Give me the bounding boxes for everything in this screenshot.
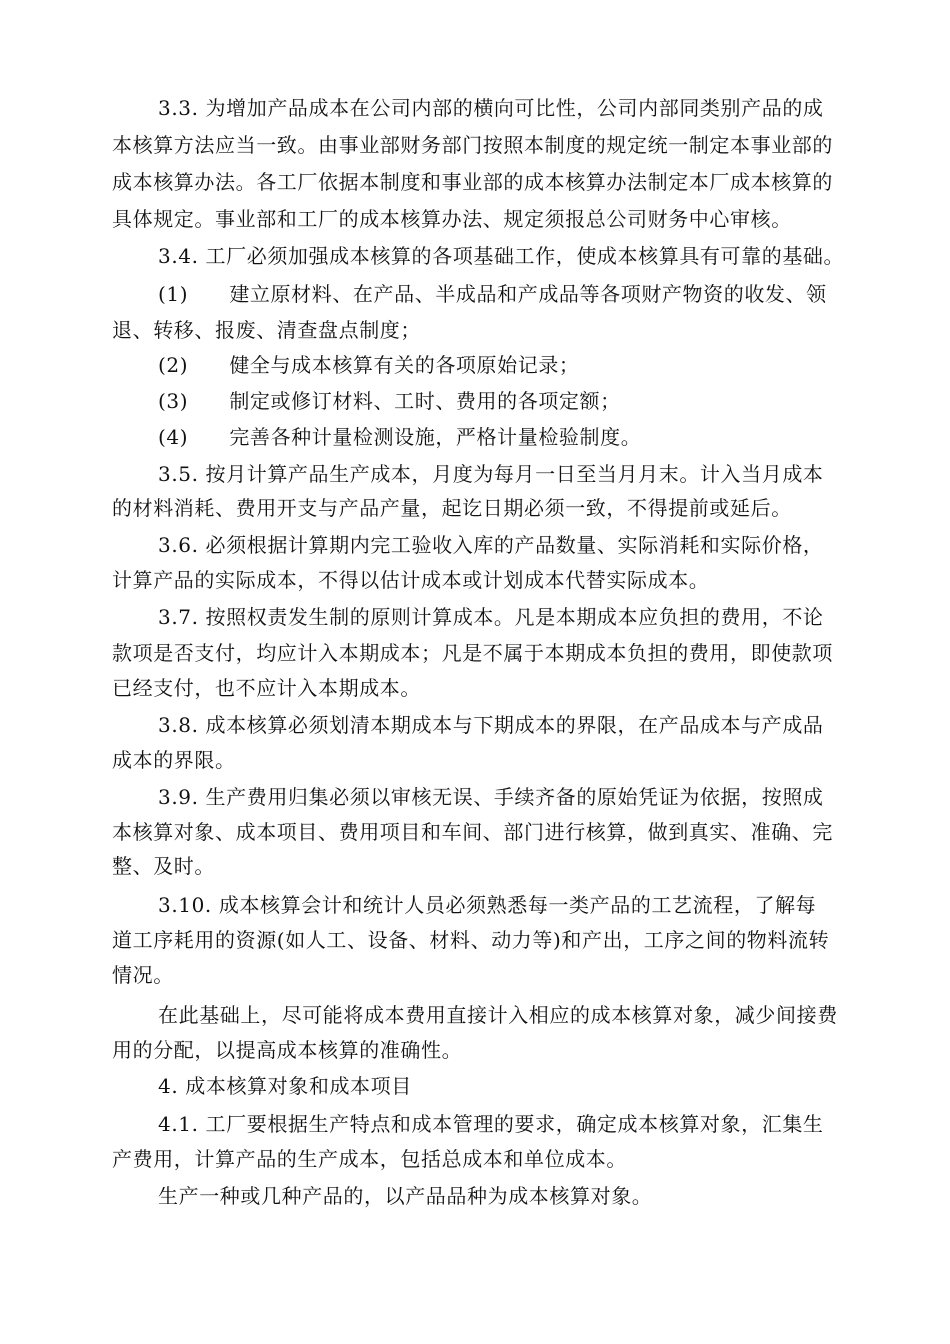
text-line: 计算产品的实际成本，不得以估计成本或计划成本代替实际成本。: [112, 568, 710, 592]
text-line: 款项是否支付，均应计入本期成本；凡是不属于本期成本负担的费用，即使款项: [112, 641, 833, 665]
text-line: 成本的界限。: [112, 748, 236, 772]
text-line: 3.3. 为增加产品成本在公司内部的横向可比性，公司内部同类别产品的成: [158, 96, 824, 120]
text-line: 3.4. 工厂必须加强成本核算的各项基础工作，使成本核算具有可靠的基础。: [158, 244, 845, 268]
text-line: 已经支付，也不应计入本期成本。: [112, 676, 421, 700]
text-line: 情况。: [112, 963, 174, 987]
text-line: 3.9. 生产费用归集必须以审核无误、手续齐备的原始凭证为依据，按照成: [158, 785, 824, 809]
text-line: (4) 完善各种计量检测设施，严格计量检验制度。: [158, 425, 642, 449]
text-line: 3.10. 成本核算会计和统计人员必须熟悉每一类产品的工艺流程，了解每: [158, 893, 817, 917]
text-line: 整、及时。: [112, 854, 215, 878]
text-line: (2) 健全与成本核算有关的各项原始记录；: [158, 353, 580, 377]
text-line: 退、转移、报废、清查盘点制度；: [112, 318, 421, 342]
text-line: 3.8. 成本核算必须划清本期成本与下期成本的界限，在产品成本与产成品: [158, 713, 824, 737]
text-line: 在此基础上，尽可能将成本费用直接计入相应的成本核算对象，减少间接费: [158, 1003, 838, 1027]
text-line: 4.1. 工厂要根据生产特点和成本管理的要求，确定成本核算对象，汇集生: [158, 1112, 824, 1136]
text-line: 道工序耗用的资源(如人工、设备、材料、动力等)和产出，工序之间的物料流转: [112, 928, 830, 952]
text-line: 3.5. 按月计算产品生产成本，月度为每月一日至当月月末。计入当月成本: [158, 462, 824, 486]
text-line: (1) 建立原材料、在产品、半成品和产成品等各项财产物资的收发、领: [158, 282, 827, 306]
text-line: 本核算对象、成本项目、费用项目和车间、部门进行核算，做到真实、准确、完: [112, 820, 833, 844]
text-line: 3.6. 必须根据计算期内完工验收入库的产品数量、实际消耗和实际价格，: [158, 533, 824, 557]
text-line: 3.7. 按照权责发生制的原则计算成本。凡是本期成本应负担的费用，不论: [158, 605, 824, 629]
text-line: 的材料消耗、费用开支与产品产量，起讫日期必须一致，不得提前或延后。: [112, 496, 792, 520]
text-line: 成本核算办法。各工厂依据本制度和事业部的成本核算办法制定本厂成本核算的: [112, 170, 833, 194]
text-line: 本核算方法应当一致。由事业部财务部门按照本制度的规定统一制定本事业部的: [112, 133, 833, 157]
text-line: 具体规定。事业部和工厂的成本核算办法、规定须报总公司财务中心审核。: [112, 207, 792, 231]
text-line: 用的分配，以提高成本核算的准确性。: [112, 1038, 463, 1062]
text-line: (3) 制定或修订材料、工时、费用的各项定额；: [158, 389, 621, 413]
text-line: 4. 成本核算对象和成本项目: [158, 1074, 412, 1098]
text-line: 生产一种或几种产品的，以产品品种为成本核算对象。: [158, 1184, 653, 1208]
text-line: 产费用，计算产品的生产成本，包括总成本和单位成本。: [112, 1147, 627, 1171]
